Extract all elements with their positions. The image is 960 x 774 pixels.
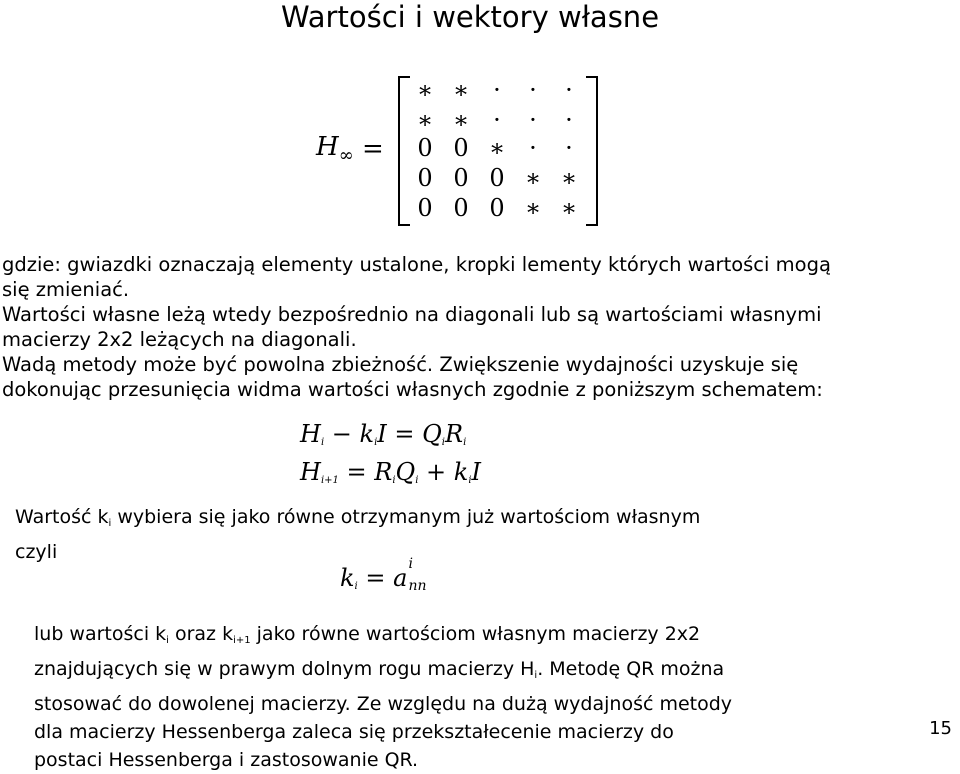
matrix-cell: ∗ (416, 106, 434, 134)
subscript: i (166, 635, 169, 646)
matrix-equals: = (362, 134, 384, 164)
matrix-cell: · (565, 106, 573, 134)
equation-update (300, 458, 481, 486)
matrix-cell: · (529, 134, 537, 162)
eq-term: H (300, 420, 321, 448)
subscript: i (534, 670, 538, 681)
text-line: macierzy 2x2 leżących na diagonali. (2, 328, 357, 351)
matrix-cell: · (529, 76, 537, 104)
text-span: znajdujących się w prawym dolnym rogu macierzy H (34, 658, 535, 680)
subscript: i (108, 518, 112, 529)
matrix-cell: · (565, 76, 573, 104)
text-line: Wadą metody może być powolna zbieżność. Zwiększenie wydajności uzyskuje się (2, 353, 799, 376)
matrix-cell: · (529, 106, 537, 134)
equation-shift (300, 420, 466, 448)
eq-subscript: nn (408, 578, 427, 594)
matrix-cell: 0 (417, 194, 433, 222)
equation-shift-value (340, 556, 437, 594)
matrix-cell: ∗ (488, 134, 506, 162)
eq-subscript: i (463, 437, 467, 448)
matrix-lhs (316, 132, 354, 166)
text-line: gdzie: gwiazdki oznaczają elementy ustalone, kropki lementy których wartości mogą (2, 253, 831, 276)
text-line: się zmieniać. (2, 278, 130, 301)
matrix-cell: 0 (453, 134, 469, 162)
matrix-cell: 0 (417, 164, 433, 192)
text-line: czyli (15, 541, 58, 563)
eq-term: + k (418, 458, 469, 486)
matrix-cell: 0 (453, 164, 469, 192)
eq-subscript: i+1 (320, 475, 339, 486)
eq-term: − k (324, 420, 375, 448)
matrix-cell: · (493, 106, 501, 134)
text-span: jako równe wartościom własnym macierzy 2x2 (250, 623, 701, 645)
text-line (34, 620, 732, 655)
matrix-lhs-subscript: ∞ (338, 145, 354, 166)
text-span: Wartość k (15, 506, 109, 528)
matrix-cell: ∗ (416, 76, 434, 104)
text-span: wybiera się jako równe otrzymanym już wartościom własnym (111, 506, 701, 528)
subscript: i+1 (233, 635, 251, 646)
text-line: dokonując przesunięcia widma wartości własnych zgodnie z poniższym schematem: (2, 378, 823, 401)
page-number: 15 (929, 718, 952, 739)
matrix-cell: ∗ (524, 194, 542, 222)
paragraph-intro (2, 252, 831, 402)
matrix-cell: 0 (489, 164, 505, 192)
eq-term: = R (338, 458, 393, 486)
matrix-cell: 0 (489, 194, 505, 222)
text-span: lub wartości k (34, 623, 167, 645)
eq-superscript: i (408, 556, 413, 572)
slide-title: Wartości i wektory własne (280, 0, 660, 34)
text-span: . Metodę QR można (537, 658, 725, 680)
matrix-cell: 0 (453, 194, 469, 222)
eq-term: k (340, 564, 355, 592)
text-line: Wartości własne leżą wtedy bezpośrednio na diagonali lub są wartościami własnymi (2, 303, 822, 326)
eq-term: I = Q (377, 420, 442, 448)
eq-subscript: i (320, 437, 325, 448)
eq-subscript: i (468, 475, 472, 486)
eq-term: I (471, 458, 482, 486)
eq-subscript: i (354, 581, 358, 592)
matrix-lhs-symbol: H (316, 132, 339, 162)
eq-subscript: i (374, 437, 378, 448)
eq-subscript: i (415, 475, 419, 486)
matrix-left-bracket (398, 76, 410, 226)
matrix-cell: · (565, 134, 573, 162)
text-line (34, 655, 732, 690)
matrix-cell: ∗ (452, 76, 470, 104)
matrix-cell: ∗ (452, 106, 470, 134)
paragraph-conclusion (34, 620, 732, 774)
matrix-cell: · (493, 76, 501, 104)
matrix-cell: 0 (417, 134, 433, 162)
text-line: dla macierzy Hessenberga zaleca się przekształecenie macierzy do (34, 721, 674, 743)
eq-subscript: i (392, 475, 396, 486)
eq-term: R (445, 420, 464, 448)
eq-term: H (300, 458, 321, 486)
text-span: oraz k (168, 623, 234, 645)
text-line (15, 503, 700, 538)
matrix-cell: ∗ (524, 164, 542, 192)
matrix-cell: ∗ (560, 194, 578, 222)
eq-subscript: i (441, 437, 445, 448)
text-line: stosować do dowolenej macierzy. Ze względu na dużą wydajność metody (34, 693, 733, 715)
eq-supsub (407, 556, 437, 594)
matrix-cell: ∗ (560, 164, 578, 192)
text-line: postaci Hessenberga i zastosowanie QR. (34, 749, 419, 771)
paragraph-shift-choice (15, 503, 700, 566)
eq-term: Q (395, 458, 416, 486)
eq-term: = a (357, 564, 408, 592)
matrix-right-bracket (586, 76, 598, 226)
